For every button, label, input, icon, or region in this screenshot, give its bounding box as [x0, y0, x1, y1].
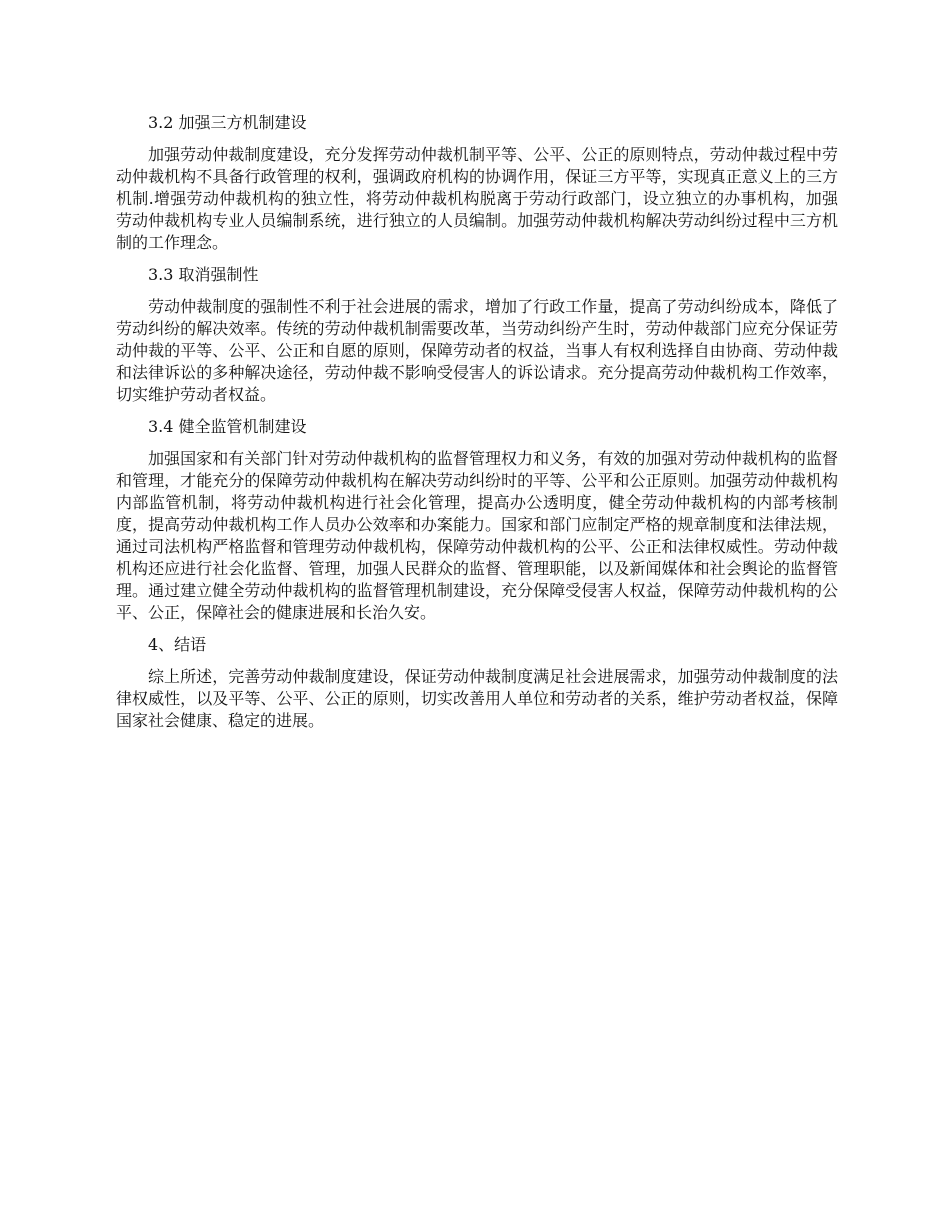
section-paragraph: 劳动仲裁制度的强制性不利于社会进展的需求，增加了行政工作量，提高了劳动纠纷成本，降低了劳动纠纷的解决效率。传统的劳动仲裁机制需要改革，当劳动纠纷产生时，劳动仲裁部门应充分保证劳动仲裁的平等、公平、公正和自愿的原则，保障劳动者的权益，当事人有权利选择自由协商、劳动仲裁和法律诉讼的多种解决途径，劳动仲裁不影响受侵害人的诉讼请求。充分提高劳动仲裁机构工作效率，切实维护劳动者权益。	[116, 297, 838, 404]
section-paragraph: 综上所述，完善劳动仲裁制度建设，保证劳动仲裁制度满足社会进展需求，加强劳动仲裁制度的法律权威性，以及平等、公平、公正的原则，切实改善用人单位和劳动者的关系，维护劳动者权益，保障国家社会健康、稳定的进展。	[116, 667, 838, 730]
section-3-3	[116, 264, 838, 406]
section-paragraph: 加强国家和有关部门针对劳动仲裁机构的监督管理权力和义务，有效的加强对劳动仲裁机构的监督和管理，才能充分的保障劳动仲裁机构在解决劳动纠纷时的平等、公平和公正原则。加强劳动仲裁机构内部监管机制，将劳动仲裁机构进行社会化管理，提高办公透明度，健全劳动仲裁机构的内部考核制度，提高劳动仲裁机构工作人员办公效率和办案能力。国家和部门应制定严格的规章制度和法律法规，通过司法机构严格监督和管理劳动仲裁机构，保障劳动仲裁机构的公平、公正和法律权威性。劳动仲裁机构还应进行社会化监督、管理，加强人民群众的监督、管理职能，以及新闻媒体和社会舆论的监督管理。通过建立健全劳动仲裁机构的监督管理机制建设，充分保障受侵害人权益，保障劳动仲裁机构的公平、公正，保障社会的健康进展和长治久安。	[116, 449, 838, 622]
section-heading: 3.4 健全监管机制建设	[148, 417, 307, 436]
section-heading: 3.3 取消强制性	[148, 265, 259, 284]
section-4-conclusion	[116, 634, 838, 732]
section-3-4	[116, 416, 838, 624]
section-3-2	[116, 112, 838, 254]
section-heading: 3.2 加强三方机制建设	[148, 113, 307, 132]
section-heading: 4、结语	[148, 635, 207, 654]
section-paragraph: 加强劳动仲裁制度建设，充分发挥劳动仲裁机制平等、公平、公正的原则特点，劳动仲裁过程中劳动仲裁机构不具备行政管理的权利，强调政府机构的协调作用，保证三方平等，实现真正意义上的三方机制.增强劳动仲裁机构的独立性，将劳动仲裁机构脱离于劳动行政部门，设立独立的办事机构，加强劳动仲裁机构专业人员编制系统，进行独立的人员编制。加强劳动仲裁机构解决劳动纠纷过程中三方机制的工作理念。	[116, 145, 838, 252]
